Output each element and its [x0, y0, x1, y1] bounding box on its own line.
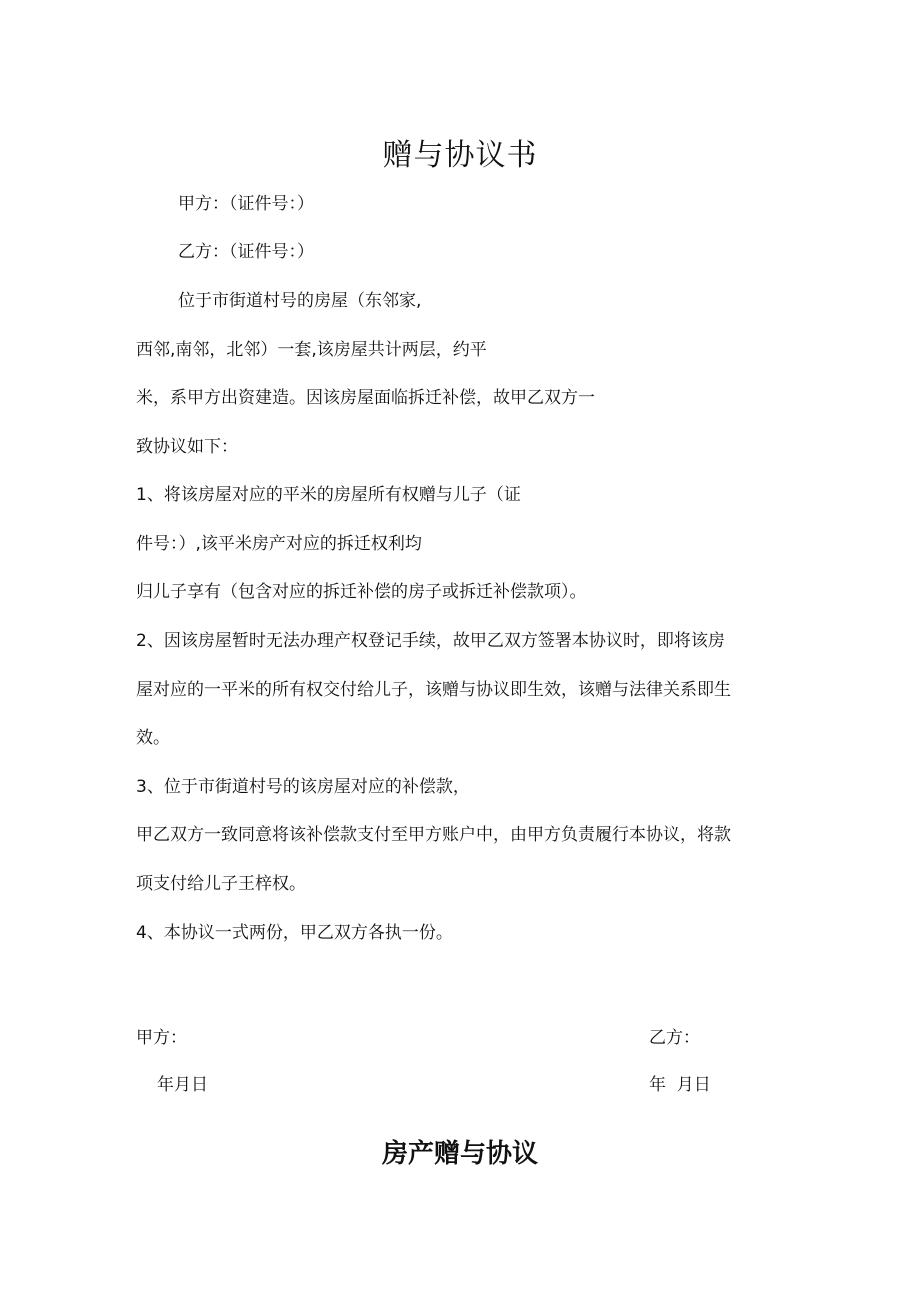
clause-3-line-3: 项支付给儿子王梓权。 [136, 874, 306, 894]
intro-line-1: 位于市街道村号的房屋（东邻家, [178, 291, 422, 311]
clause-3-line-2: 甲乙双方一致同意将该补偿款支付至甲方账户中，由甲方负责履行本协议，将款 [136, 825, 731, 845]
signature-party-b-date: 年 月日 [649, 1075, 711, 1095]
intro-line-4: 致协议如下： [136, 437, 238, 457]
clause-1-line-3: 归儿子享有（包含对应的拆迁补偿的房子或拆迁补偿款项）。 [136, 582, 587, 602]
clause-1-line-1: 1、将该房屋对应的平米的房屋所有权赠与儿子（证 [136, 485, 521, 505]
signature-party-b-label: 乙方： [649, 1028, 700, 1048]
signature-party-a-label: 甲方： [136, 1028, 187, 1048]
intro-line-2: 西邻,南邻，北邻）一套,该房屋共计两层，约平 [136, 340, 487, 360]
clause-3-line-1: 3、位于市街道村号的该房屋对应的补偿款， [136, 777, 470, 797]
clause-2-line-1: 2、因该房屋暂时无法办理产权登记手续，故甲乙双方签署本协议时，即将该房 [136, 631, 725, 651]
document-title: 赠与协议书 [382, 138, 538, 173]
clause-1-line-2: 件号：）,该平米房产对应的拆迁权利均 [136, 534, 422, 554]
clause-4-line: 4、本协议一式两份，甲乙双方各执一份。 [136, 923, 453, 943]
clause-2-line-2: 屋对应的一平米的所有权交付给儿子，该赠与协议即生效，该赠与法律关系即生 [136, 680, 731, 700]
party-b-line: 乙方：（证件号：） [178, 242, 314, 262]
intro-line-3: 米，系甲方出资建造。因该房屋面临拆迁补偿，故甲乙双方一 [136, 388, 595, 408]
signature-party-a-date: 年月日 [157, 1075, 208, 1095]
clause-2-line-3: 效。 [136, 728, 170, 748]
party-a-line: 甲方：（证件号：） [178, 194, 314, 214]
next-document-title: 房产赠与协议 [381, 1139, 538, 1169]
